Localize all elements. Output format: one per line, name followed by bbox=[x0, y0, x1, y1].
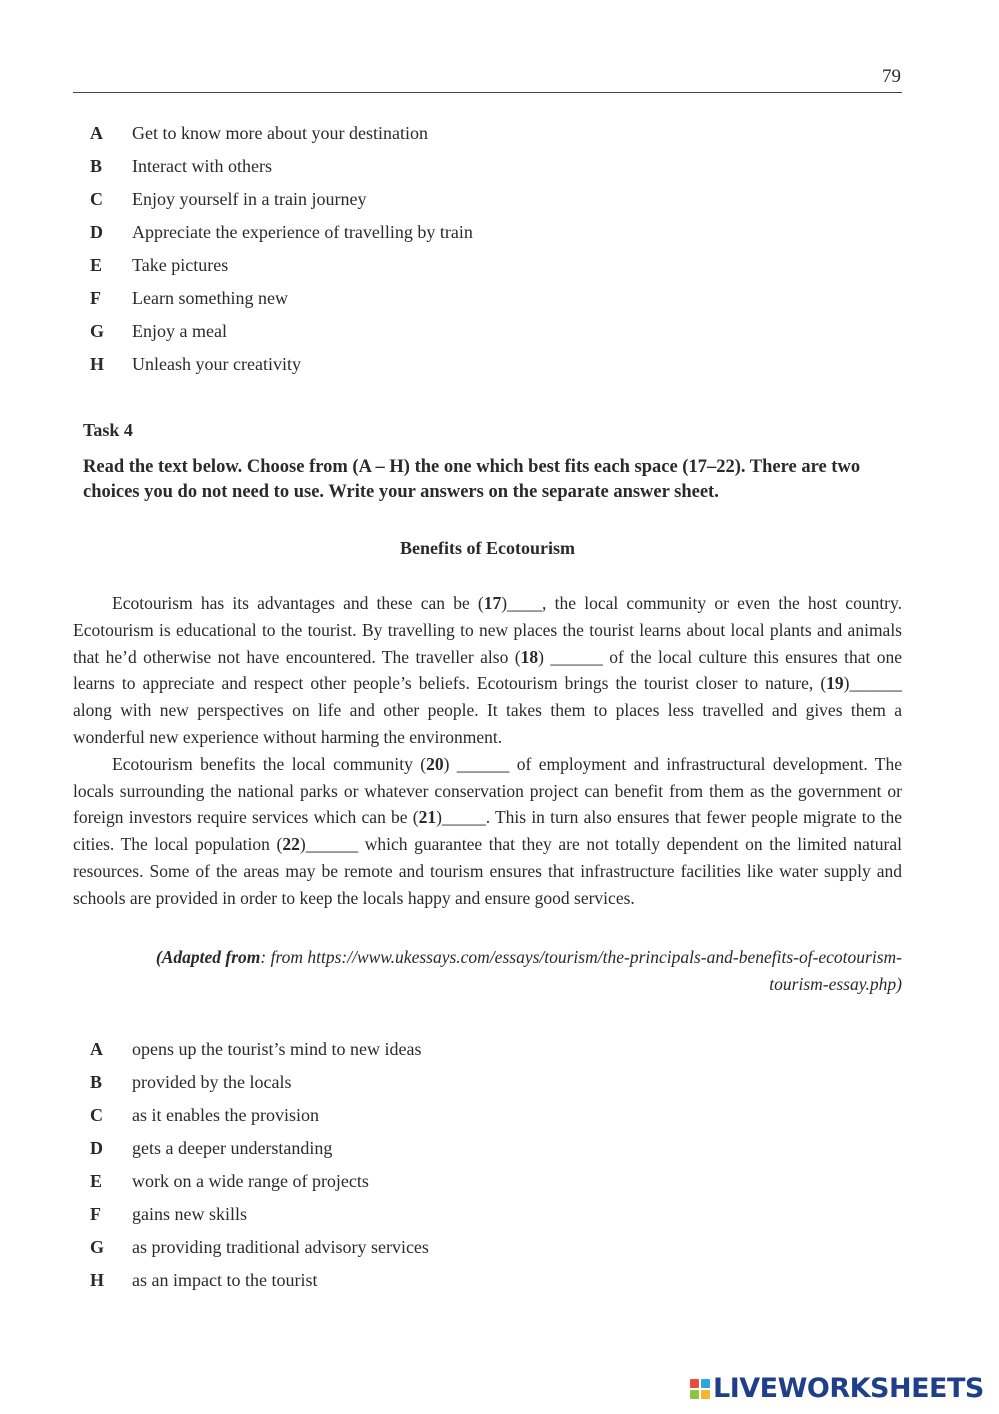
list-item bbox=[90, 1138, 429, 1171]
option-letter: C bbox=[90, 1105, 103, 1125]
option-text: Enjoy a meal bbox=[132, 321, 227, 341]
gap-number-17: 17 bbox=[483, 593, 502, 613]
gap-number-22: 22 bbox=[282, 834, 300, 855]
passage-text: Ecotourism has its advantages and these can be ( bbox=[112, 593, 484, 613]
option-letter: D bbox=[90, 1138, 103, 1158]
passage bbox=[73, 590, 902, 912]
option-text: work on a wide range of projects bbox=[132, 1171, 369, 1191]
gap-number-21: 21 bbox=[418, 807, 437, 828]
option-text: Appreciate the experience of travelling by train bbox=[132, 222, 473, 242]
option-text: as it enables the provision bbox=[132, 1105, 319, 1125]
logo-square bbox=[701, 1390, 710, 1399]
option-letter: A bbox=[90, 123, 103, 143]
option-text: as an impact to the tourist bbox=[132, 1270, 318, 1290]
option-letter: E bbox=[90, 255, 103, 275]
list-item bbox=[90, 123, 473, 156]
option-list-bottom bbox=[90, 1039, 429, 1303]
passage-text: ) ______ of employment and infrastructural development. The locals surrounding the national parks or whatever conservation project can benefit from them as the government or foreign investors require services which can be ( bbox=[73, 753, 902, 828]
liveworksheets-logo[interactable] bbox=[690, 1374, 984, 1404]
gap-number-19: 19 bbox=[826, 673, 844, 694]
option-text: gets a deeper understanding bbox=[132, 1138, 333, 1158]
header-rule bbox=[73, 92, 902, 93]
passage-text: Ecotourism benefits the local community ( bbox=[112, 753, 427, 774]
logo-square bbox=[690, 1379, 699, 1388]
passage-title: Benefits of Ecotourism bbox=[400, 538, 575, 558]
logo-text: LIVEWORKSHEETS bbox=[713, 1373, 984, 1404]
option-text: Unleash your creativity bbox=[132, 354, 301, 374]
passage-text: )____, the local community or even the host country. Ecotourism is educational to the tourist. By travelling to new places the tourist learns about local plants and animals that he’d otherwise not have encountered. The traveller also ( bbox=[73, 593, 902, 667]
source-citation bbox=[150, 944, 902, 997]
list-item bbox=[90, 189, 473, 222]
source-open: ( bbox=[155, 947, 162, 967]
option-text: Interact with others bbox=[132, 156, 272, 176]
list-item bbox=[90, 354, 473, 387]
task-instructions: Read the text below. Choose from (A – H) the one which best fits each space (17–22). There are two choices you do not need to use. Write your answers on the separate answer sheet. bbox=[83, 457, 861, 502]
list-item bbox=[90, 288, 473, 321]
option-letter: C bbox=[90, 189, 103, 209]
option-letter: A bbox=[90, 1039, 103, 1059]
list-item bbox=[90, 1105, 429, 1138]
option-text: Learn something new bbox=[132, 288, 288, 308]
source-label: Adapted from bbox=[161, 947, 261, 967]
passage-text: )______ which guarantee that they are not totally dependent on the limited natural resources. Some of the areas may be remote and tourism ensures that infrastructure facilities like water supply and schools are provided in order to keep the locals happy and ensure good services. bbox=[73, 834, 903, 908]
logo-square bbox=[701, 1379, 710, 1388]
source-url: : from https://www.ukessays.com/essays/tourism/the-principals-and-benefits-of-ecotourism-tourism-essay.php) bbox=[260, 947, 902, 994]
option-text: gains new skills bbox=[132, 1204, 247, 1224]
task-title: Task 4 bbox=[83, 420, 133, 440]
option-list-top bbox=[90, 123, 473, 387]
page-number: 79 bbox=[882, 66, 901, 87]
passage-text: )______ along with new perspectives on life and other people. It takes them to places less travelled and gives them a wonderful new experience without harming the environment. bbox=[73, 673, 902, 747]
option-letter: G bbox=[90, 1237, 105, 1257]
passage-paragraph-1 bbox=[73, 590, 902, 751]
option-text: provided by the locals bbox=[132, 1072, 292, 1092]
passage-text: )_____. This in turn also ensures that fewer people migrate to the cities. The local population ( bbox=[73, 807, 902, 855]
passage-text: ) ______ of the local culture this ensures that one learns to appreciate and respect other people’s beliefs. Ecotourism brings the tourist closer to nature, ( bbox=[73, 646, 903, 694]
list-item bbox=[90, 255, 473, 288]
list-item bbox=[90, 1039, 429, 1072]
list-item bbox=[90, 1237, 429, 1270]
list-item bbox=[90, 1270, 429, 1303]
option-text: as providing traditional advisory services bbox=[132, 1237, 429, 1257]
option-letter: F bbox=[90, 1204, 101, 1224]
option-letter: F bbox=[90, 288, 101, 308]
option-text: Enjoy yourself in a train journey bbox=[132, 189, 367, 209]
option-text: Take pictures bbox=[132, 255, 229, 275]
option-letter: B bbox=[90, 1072, 103, 1092]
list-item bbox=[90, 156, 473, 189]
list-item bbox=[90, 222, 473, 255]
option-letter: E bbox=[90, 1171, 103, 1191]
logo-square bbox=[690, 1390, 699, 1399]
option-letter: B bbox=[90, 156, 103, 176]
option-letter: G bbox=[90, 321, 105, 341]
list-item bbox=[90, 1204, 429, 1237]
option-text: opens up the tourist’s mind to new ideas bbox=[132, 1039, 422, 1059]
passage-paragraph-2 bbox=[73, 751, 902, 912]
gap-number-20: 20 bbox=[426, 753, 444, 774]
list-item bbox=[90, 1072, 429, 1105]
gap-number-18: 18 bbox=[520, 646, 539, 667]
list-item bbox=[90, 321, 473, 354]
list-item bbox=[90, 1171, 429, 1204]
option-text: Get to know more about your destination bbox=[132, 123, 428, 143]
option-letter: D bbox=[90, 222, 103, 242]
logo-grid-icon bbox=[690, 1379, 710, 1399]
option-letter: H bbox=[90, 354, 105, 374]
option-letter: H bbox=[90, 1270, 105, 1290]
